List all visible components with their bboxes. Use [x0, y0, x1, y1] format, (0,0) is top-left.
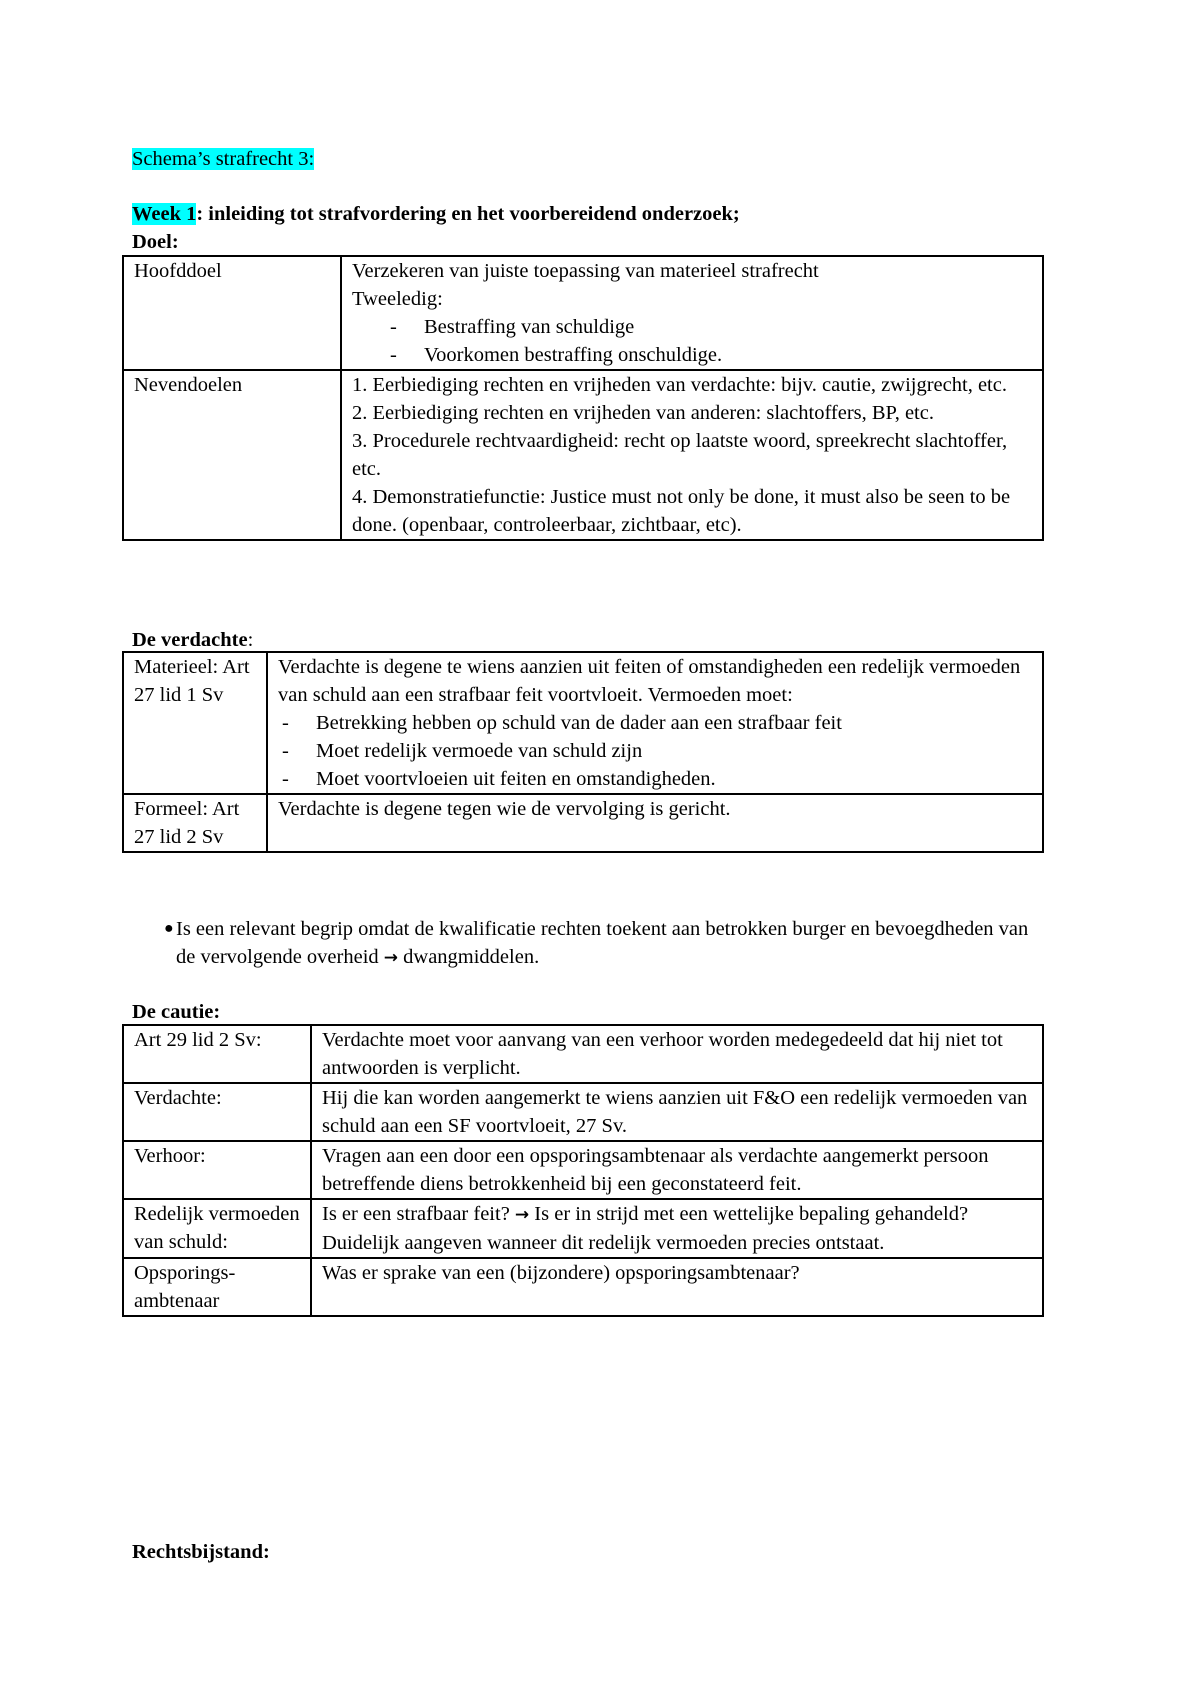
week-heading — [132, 200, 740, 228]
verdachte-table — [122, 651, 1044, 853]
week-label: Week 1 — [132, 203, 197, 225]
materieel-content — [267, 652, 1043, 794]
list-item: - Bestraffing van schuldige — [352, 313, 1032, 341]
list-item: - Betrekking hebben op schuld van de dader aan een strafbaar feit — [278, 709, 1032, 737]
list-item: 4. Demonstratiefunctie: Justice must not only be done, it must also be seen to be done. (openbaar, controleerbaar, zichtbaar, etc). — [352, 486, 1011, 536]
table-row — [123, 1258, 1043, 1316]
cautie-row-content: Hij die kan worden aangemerkt te wiens aanzien uit F&O een redelijk vermoeden van schuld aan een SF voortvloeit, 27 Sv. — [311, 1083, 1043, 1141]
list-item: 2. Eerbiediging rechten en vrijheden van anderen: slachtoffers, BP, etc. — [352, 402, 934, 424]
arrow-right-icon: → — [383, 948, 399, 968]
cautie-row-content: Is er een strafbaar feit? → Is er in strijd met een wettelijke bepaling gehandeld? Duidelijk aangeven wanneer dit redelijk vermoeden precies ontstaat. — [311, 1199, 1043, 1258]
list-item: - Moet voortvloeien uit feiten en omstandigheden. — [278, 765, 1032, 793]
list-item: - Moet redelijk vermoede van schuld zijn — [278, 737, 1032, 765]
bullet-icon: ● — [164, 920, 174, 937]
hoofddoel-list — [352, 313, 1032, 369]
doel-table — [122, 255, 1044, 541]
nevendoelen-label: Nevendoelen — [123, 370, 341, 540]
table-row — [123, 370, 1043, 540]
cautie-row-label: Opsporings-ambtenaar — [123, 1258, 311, 1316]
list-item: 3. Procedurele rechtvaardigheid: recht op laatste woord, spreekrecht slachtoffer, etc. — [352, 430, 1008, 480]
arrow-right-icon: → — [514, 1205, 530, 1225]
cautie-row-content: Vragen aan een door een opsporingsambtenaar als verdachte aangemerkt persoon betreffende diens betrokkenheid bij een geconstateerd feit. — [311, 1141, 1043, 1199]
rechtsbijstand-heading: Rechtsbijstand: — [132, 1541, 270, 1563]
verdachte-heading: De verdachte: — [132, 629, 254, 651]
table-row — [123, 1083, 1043, 1141]
table-row — [123, 794, 1043, 852]
verdachte-bullet: ● Is een relevant begrip omdat de kwalificatie rechten toekent aan betrokken burger en bevoegdheden van de vervolgende overheid → dwangmiddelen. — [176, 915, 1046, 972]
table-row — [123, 652, 1043, 794]
list-item: 1. Eerbiediging rechten en vrijheden van verdachte: bijv. cautie, zwijgrecht, etc. — [352, 374, 1007, 396]
materieel-label: Materieel: Art 27 lid 1 Sv — [123, 652, 267, 794]
cautie-row-label: Verhoor: — [123, 1141, 311, 1199]
hoofddoel-line: Verzekeren van juiste toepassing van materieel strafrecht — [352, 260, 819, 282]
cautie-row-content: Verdachte moet voor aanvang van een verhoor worden medegedeeld dat hij niet tot antwoorden is verplicht. — [311, 1025, 1043, 1083]
table-row — [123, 1141, 1043, 1199]
cautie-row-label: Verdachte: — [123, 1083, 311, 1141]
formeel-label: Formeel: Art 27 lid 2 Sv — [123, 794, 267, 852]
table-row — [123, 1199, 1043, 1258]
cautie-row-label: Art 29 lid 2 Sv: — [123, 1025, 311, 1083]
hoofddoel-label: Hoofddoel — [123, 256, 341, 370]
week-text: : inleiding tot strafvordering en het voorbereidend onderzoek; — [196, 203, 740, 225]
table-row — [123, 256, 1043, 370]
cautie-row-content: Was er sprake van een (bijzondere) opsporingsambtenaar? — [311, 1258, 1043, 1316]
hoofddoel-line: Tweeledig: — [352, 288, 443, 310]
cautie-heading: De cautie: — [132, 1001, 221, 1023]
nevendoelen-content — [341, 370, 1043, 540]
cautie-table — [122, 1024, 1044, 1317]
document-title: Schema’s strafrecht 3: — [132, 148, 315, 170]
list-item: - Voorkomen bestraffing onschuldige. — [352, 341, 1032, 369]
materieel-list — [278, 709, 1032, 793]
materieel-text: Verdachte is degene te wiens aanzien uit feiten of omstandigheden een redelijk vermoeden van schuld aan een strafbaar feit voortvloeit. Vermoeden moet: — [278, 656, 1021, 706]
cautie-row-label: Redelijk vermoeden van schuld: — [123, 1199, 311, 1258]
hoofddoel-content — [341, 256, 1043, 370]
table-row — [123, 1025, 1043, 1083]
formeel-content: Verdachte is degene tegen wie de vervolging is gericht. — [267, 794, 1043, 852]
doel-heading: Doel: — [132, 231, 179, 253]
